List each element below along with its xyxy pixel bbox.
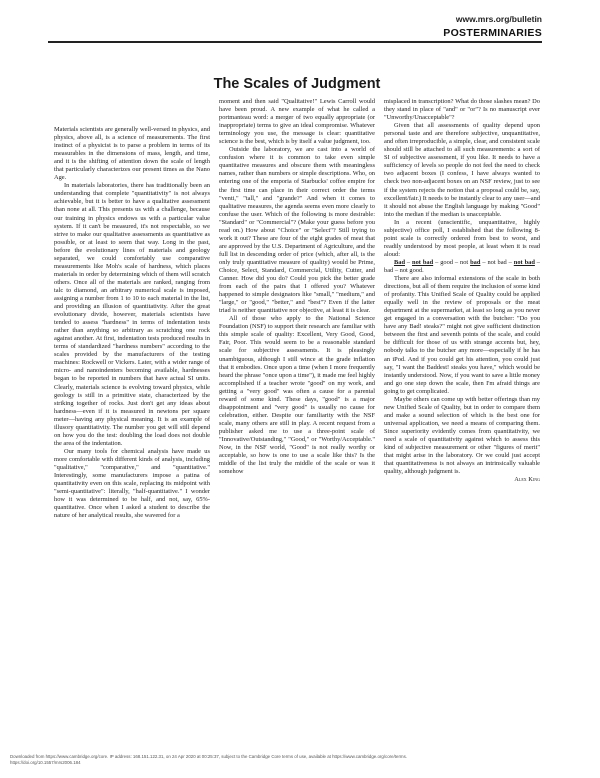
quality-scale: Bad – not bad – good – not bad – not bad – not bad – bad – not good. xyxy=(384,258,540,274)
article-title: The Scales of Judgment xyxy=(213,76,381,92)
scale-term: not bad xyxy=(412,258,434,266)
paragraph: Our many tools for chemical analysis have made us more comfortable with different kinds of analysis, including "qualitative," "comparative," and "quantitative." Interestingly, some manufacturers impose a patina of quantitativity even on this scale, replacing its midpoint with "semi-quantitative": literally, "half-quantitative." I wonder how it was determined to be half, and not, say, 65%-quantitative. Once when I asked a student to describe the nature of her analytical results, she wavered for a xyxy=(54,447,210,520)
paragraph: There are also informal extensions of the scale in both directions, but all of them require the inclusion of some kind of profanity. This Unified Scale of Quality could be applied equally well in the review of proposals or the meat department at the supermarket, at least so long as you never get engaged in a conversation with the butcher: "Do you have any Bad! steaks?" might not give sufficient distinction between the first and seventh points of the scale, and could be difficult for those of us with strange accents but, hey, nobody talks to the butcher any more—especially if he has an iPod. And if you could get his attention, you could just say, "I want the Baddest! steaks you have," which would be instantly understood. Now, if you want to save a little money and go one step down the scale, then I'm afraid things are going to get complicated. xyxy=(384,275,540,395)
paragraph: Outside the laboratory, we are cast into a world of confusion where it is common to take even simple quantitative measures and obscure them with meaningless names, rather than numbers or simple descriptions. Who, on entering one of the emporia of Starbucks' coffee empire for the first time can place in their correct order the terms "venti," "tall," and "grande?" And when it comes to qualitative measures, the agenda seems even more clearly to confuse the user. Which of the following is more desirable: "Standard" or "Commercial"? (Make your guess before you read on.) How about "Choice" or "Select"? Still trying to work it out? These are four of the eight grades of meat that are approved by the U.S. Department of Agriculture, and the full list in descending order of price (which, after all, is the only truly quantitative measure of quality) would be Prime, Choice, Select, Standard, Commercial, Utility, Cutter, and Canner. How did you do? Could you pick the better grade from each of the pairs that I offered you? Whatever happened to simple designators like "small," "medium," and "large," or "good," "better," and "best"? Even if the latter triad is neither quantitative nor objective, at least it is clear. xyxy=(219,146,375,315)
paragraph: Materials scientists are generally well-versed in physics, and physics, above all, is a science of measurements. The first instinct of a physicist is to parse a problem in terms of its measurables in the dimensions of mass, length, and time, and it is the shifting of attention down the scale of length that particularly characterizes our present times as the Nano Age. xyxy=(54,126,210,182)
scale-term: not good xyxy=(399,266,423,274)
scale-term: bad xyxy=(384,266,394,274)
paragraph: misplaced in transcription? What do those slashes mean? Do they stand in place of "and" or "or"? Is no manuscript ever "Unworthy/Unacceptable"? xyxy=(384,98,540,122)
scale-term: not xyxy=(460,258,469,266)
column-2 xyxy=(219,98,375,778)
paragraph: In a recent (unscientific, unquantitative, highly subjective) office poll, I established that the following 8-point scale is correctly ordered from best to worst, and readily understood by most people, at least when it is read aloud: xyxy=(384,218,540,258)
author-signature: Alex King xyxy=(514,476,540,484)
scale-term: not bad xyxy=(487,258,507,266)
footer-line[interactable]: Downloaded from https://www.cambridge.org/core. IP address: 168.151.122.31, on 24 Apr 2020 at 00:25:37, subject to the Cambridge Core terms of use, available at https://www.cambridge.org/core/terms. xyxy=(10,754,407,759)
paragraph: All of those who apply to the National Science Foundation (NSF) to support their research are familiar with this simple scale of quality: Excellent, Very Good, Good, Fair, Poor. This would seem to be a reasonable standard scale for subjective assessments. It is pleasingly unambiguous, although I still wince at the grade inflation that it embodies. Once upon a time (when I more frequently heard the phrase "once upon a time"), it made me feel highly accomplished if a teacher wrote "good" on my work, and getting a "very good" was often a cause for a parental reward of some kind. These days, "good" is a major disappointment and "very good" is usually no cause for celebration, either. Despite our familiarity with the NSF scale, many others are still in play. A recent request from a publisher asked me to use a three-point scale of "Innovative/Outstanding," "Good," or "Worthy/Acceptable." Now, in the NSF world, "Good" is not really worthy or acceptable, so how is one to use a scale like this? Is the middle of the list truly the middle of the scale or was it somehow xyxy=(219,315,375,476)
column-1 xyxy=(54,126,210,778)
download-footer xyxy=(10,754,594,766)
doi-link[interactable]: https://doi.org/10.1557/mrs2006.184 xyxy=(10,760,81,765)
header-rule xyxy=(48,41,542,43)
paragraph: Given that all assessments of quality depend upon personal taste and are therefore subjective, unquantitative, and often irreproducible, a simple, clear, and consistent scale should still be attached to all such measurements: a sort of SI of subjective assessment, if you like. It needs to have a sufficiency of levels so people do not feel the need to check two adjacent boxes (I confess, I have always wanted to check two non-adjacent boxes on an NSF review, just to see if the system rejects the notion that a proposal could be, say, excellent/fair.) It needs to be instantly clear to any user—and it should not abuse the English language by making "Good" into the median if the median is unacceptable. xyxy=(384,122,540,218)
column-3 xyxy=(384,98,540,778)
site-url[interactable]: www.mrs.org/bulletin xyxy=(455,14,542,24)
scale-term: Bad xyxy=(394,258,406,266)
scale-term: good xyxy=(440,258,453,266)
scale-term: not bad xyxy=(513,258,535,266)
paragraph: Maybe others can come up with better offerings than my new Unified Scale of Quality, but in order to compare them and make a sound selection of which is the best one for universal application, we need a means of comparing them. Since superiority evidently comes from quantitativity, we need a scale of quantitativity against which to assess this kind of subjective measurement or other "figures of merit" that might arise in the laboratory. Or we could just accept that quantitativeness is not always an intrinsically valuable quality, although judgment is. xyxy=(384,395,540,476)
paragraph: moment and then said "Qualitative!" Lewis Carroll would have been proud. A new example of what he called a portmanteau word: a merger of two equally appropriate (or inappropriate) terms to give an ideal compromise. Whatever terminology you use, the message is clear: quantitative science is the best, which is by itself a value judgment, too. xyxy=(219,98,375,146)
paragraph: In materials laboratories, there has traditionally been an understanding that complete "quantitativity" is not always achievable, but it is better to have a qualitative assessment than none at all. This presents us with a challenge, because our training in physics endows us with a particular value system. If it can't be measured, it's not respectable, so we strive to make our qualitative assessments as quantitative as possible, or at least to seem that way. Long in the past, before the evolutionary lines of materials and geology separated, we could comfortably use comparative measurements like Moh's scale of hardness, which places materials in order by determining which of them will scratch others. Once all of the materials are ranked, ranging from talc to diamond, an arbitrary numerical scale is imposed, assigning a number from 1 to 10 to each material in the list, and providing an illusion of quantitativity. After the great evolutionary divide, however, materials scientists have tended to assess "hardness" in terms of indentation tests rather than anything so arbitrary as scratching one rock against another. At first, indentation tests produced results in terms of standardized "hardness numbers" according to the scales provided by the manufacturers of the testing machines: Rockwell or Vickers. Later, with a wider range of micro- and nanoindenters becoming available, hardnesses began to be reported in numbers that have actual SI units. Clearly, materials science is evolving toward physics, while geology is still in a primitive state, characterized by the striking together of rocks. Just don't get any ideas about hardness—even if it is measured in newtons per square meter—having any physical meaning. It is an example of illusory quantitativity. The number you get will still depend on how you do the test: doubling the load does not double the area of the indentation. xyxy=(54,182,210,447)
section-heading: POSTERMINARIES xyxy=(443,27,542,39)
scale-term: bad xyxy=(470,258,481,266)
